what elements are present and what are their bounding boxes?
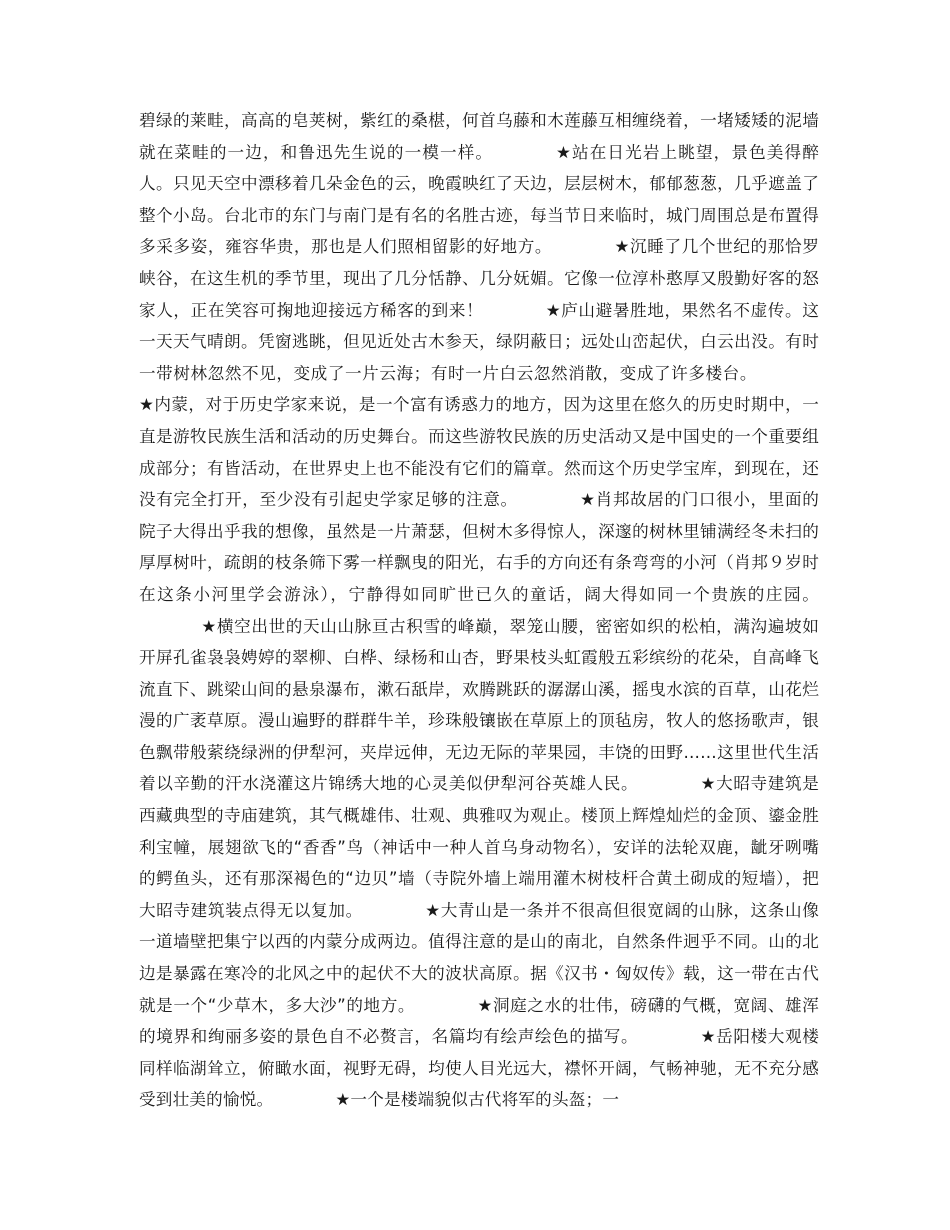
- passage-9: ★大青山是一条并不很高但很宽阔的山脉，这条山像一道墙壁把集宁以西的内蒙分成两边。值得注意的是山的南北，自然条件迥乎不同。山的北边是暴露在寒冷的北风之中的起伏不大的波状高原。据《汉书・匈奴传》载，这一带在古代就是一个“少草木，多大沙”的地方。: [139, 900, 819, 1015]
- passage-7: ★横空出世的天山山脉亘古积雪的峰巅，翠笼山腰，密密如织的松柏，满沟遍坡如开屏孔雀袅袅娉婷的翠柳、白桦、绿杨和山杏，野果枝头虹霞般五彩缤纷的花朵，自高峰飞流直下、跳梁山间的悬泉瀑布，漱石舐岸，欢腾跳跃的潺潺山溪，摇曳水滨的百草，山花烂漫的广袤草原。漫山遍野的群群牛羊，珍珠般镶嵌在草原上的顶毡房，牧人的悠扬歌声，银色飘带般萦绕绿洲的伊犁河，夹岸远伸，无边无际的苹果园，丰饶的田野……这里世代生活着以辛勤的汗水浇灌这片锦绣大地的心灵美似伊犁河谷英雄人民。: [139, 616, 819, 794]
- body-text: [139, 105, 819, 1116]
- passage-6: ★肖邦故居的门口很小，里面的院子大得出乎我的想像，虽然是一片萧瑟，但树木多得惊人，深邃的树林里铺满经冬未扫的厚厚树叶，疏朗的枝条筛下雾一样飘曳的阳光，右手的方向还有条弯弯的小河（肖邦９岁时在这条小河里学会游泳），宁静得如同旷世已久的童话，阔大得如同一个贵族的庄园。: [139, 490, 819, 604]
- passage-10: ★洞庭之水的壮伟，磅礴的气概，宽阔、雄浑的境界和绚丽多姿的景色自不必赘言，名篇均有绘声绘色的描写。: [139, 995, 820, 1047]
- passage-4: ★庐山避暑胜地，果然名不虚传。这一天天气晴朗。凭窗逃眺，但见近处古木参天，绿阴蔽日；远处山峦起伏，白云出没。有时一带树林忽然不见，变成了一片云海；有时一片白云忽然消散，变成了许多楼台。: [139, 300, 820, 383]
- passage-12: ★一个是楼端貌似古代将军的头盔；一: [335, 1090, 620, 1110]
- passage-2: ★站在日光岩上眺望，景色美得醉人。只见天空中漂移着几朵金色的云，晚霞映红了天边，层层树木，郁郁葱葱，几乎遮盖了整个小岛。台北市的东门与南门是有名的名胜古迹，每当节日来临时，城门周围总是布置得多采多姿，雍容华贵，那也是人们照相留影的好地方。: [139, 142, 819, 257]
- passage-3: ★沉睡了几个世纪的那恰罗峡谷，在这生机的季节里，现出了几分恬静、几分妩媚。它像一位淳朴憨厚又殷勤好客的怒家人，正在笑容可掬地迎接远方稀客的到来！: [139, 237, 819, 320]
- passage-1: 碧绿的莱畦，高高的皂荚树，紫红的桑椹，何首乌藤和木莲藤互相缠绕着，一堵矮矮的泥墙就在菜畦的一边，和鲁迅先生说的一模一样。: [139, 111, 819, 162]
- passage-5: ★内蒙，对于历史学家来说，是一个富有诱惑力的地方，因为这里在悠久的历史时期中，一直是游牧民族生活和活动的历史舞台。而这些游牧民族的历史活动又是中国史的一个重要组成部分；有皆活动，在世界史上也不能没有它们的篇章。然而这个历史学宝库，到现在，还没有完全打开，至少没有引起史学家足够的注意。: [139, 395, 819, 510]
- passage-11: ★岳阳楼大观楼同样临湖耸立，俯瞰水面，视野无碍，均使人目光远大，襟怀开阔，气畅神驰，无不充分感受到壮美的愉悦。: [139, 1027, 819, 1110]
- passage-8: ★大昭寺建筑是西藏典型的寺庙建筑，其气概雄伟、壮观、典雅叹为观止。楼顶上辉煌灿烂的金顶、鎏金胜利宝幢，展翅欲飞的“香香”鸟（神话中一种人首乌身动物名），安详的法轮双鹿，龇牙咧嘴的鳄鱼头，还有那深褐色的“边贝”墙（寺院外墙上端用灌木树枝杆合黄土砌成的短墙），把大昭寺建筑装点得无以复加。: [139, 774, 819, 920]
